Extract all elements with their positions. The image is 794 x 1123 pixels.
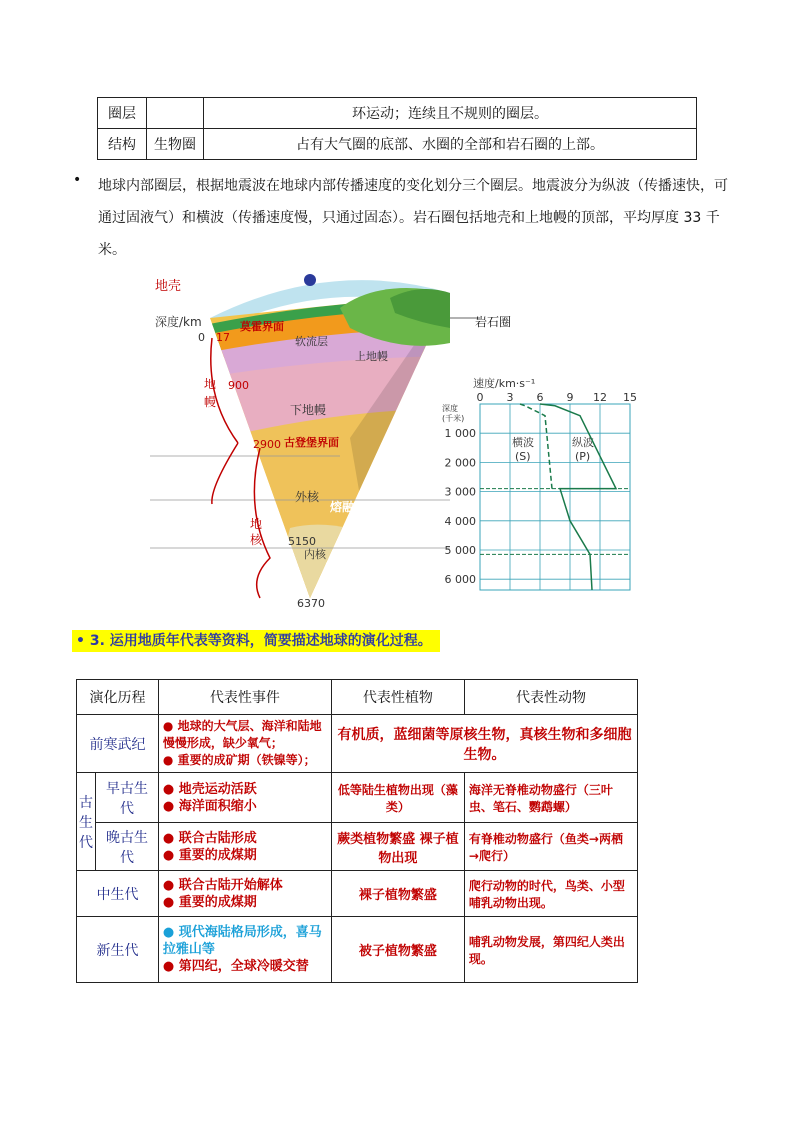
y-tick-label: 1 000 (444, 427, 476, 441)
column-header: 演化历程 (77, 680, 159, 715)
table-row (98, 129, 697, 160)
bullet: • (73, 172, 82, 188)
p-wave-line (540, 404, 616, 590)
y-tick-label: 2 000 (444, 456, 476, 470)
plants-cell: 低等陆生植物出现（藻类） (331, 773, 464, 823)
table-cell: 圈层 (98, 98, 147, 129)
table-row (98, 98, 697, 129)
table-row (77, 773, 638, 823)
table-cell (147, 98, 204, 129)
era-cell: 新生代 (77, 917, 159, 983)
x-tick-label: 0 (476, 391, 484, 404)
table-row (77, 871, 638, 917)
column-header: 代表性植物 (331, 680, 464, 715)
y-tick-label: 4 000 (444, 514, 476, 528)
table-cell: 占有大气圈的底部、水圈的全部和岩石圈的上部。 (204, 129, 697, 160)
upper-mantle-label: 上地幔 (355, 350, 388, 363)
table-cell: 环运动；连续且不规则的圈层。 (204, 98, 697, 129)
column-header: 代表性事件 (158, 680, 331, 715)
x-tick-label: 12 (593, 391, 607, 404)
events-cell: ● 地壳运动活跃 ● 海洋面积缩小 (158, 773, 331, 823)
era-cell: 早古生代 (96, 773, 159, 823)
table-header-row (77, 680, 638, 715)
events-cell: ● 联合古陆形成 ● 重要的成煤期 (158, 823, 331, 871)
sphere-structure-table (97, 97, 697, 160)
events-cell: ● 现代海陆格局形成，喜马拉雅山等 ● 第四纪，全球冷暖交替 (158, 917, 331, 983)
depth-label: 0 (198, 331, 205, 344)
table-row (77, 715, 638, 773)
mantle-label-2: 幔 (204, 395, 217, 409)
x-tick-label: 15 (623, 391, 637, 404)
y-tick-label: 3 000 (444, 485, 476, 499)
animals-cell: 爬行动物的时代，鸟类、小型哺乳动物出现。 (464, 871, 637, 917)
table-row (77, 917, 638, 983)
events-cell: ● 地球的大气层、海洋和陆地慢慢形成，缺少氧气； ● 重要的成矿期（铁镍等）； (158, 715, 331, 773)
depth-label: 900 (228, 379, 249, 392)
group-cell: 古 生 代 (77, 773, 96, 871)
core-label-1: 地 (250, 517, 263, 531)
chart-ylabel-2: (千米) (442, 414, 465, 423)
plants-cell: 裸子植物繁盛 (331, 871, 464, 917)
crust-label: 地壳 (155, 279, 182, 294)
outer-core-label: 外核 (295, 490, 320, 504)
lower-mantle-label: 下地幔 (290, 403, 327, 417)
inner-core-label: 内核 (304, 548, 326, 561)
s-wave-label: 横波 (512, 436, 534, 449)
era-cell: 前寒武纪 (77, 715, 159, 773)
plot-frame (480, 404, 630, 590)
s-wave-label-sub: (S) (515, 450, 531, 463)
depth-label: 6370 (297, 597, 325, 610)
depth-label: 17 (216, 331, 230, 344)
depth-axis-label: 深度/km (155, 315, 202, 329)
depth-label: 2900 (253, 438, 281, 451)
table-row (77, 823, 638, 871)
depth-label: 5150 (288, 535, 316, 548)
era-cell: 中生代 (77, 871, 159, 917)
animals-cell: 海洋无脊椎动物盛行（三叶虫、笔石、鹦鹉螺） (464, 773, 637, 823)
x-tick-label: 9 (566, 391, 574, 404)
plants-cell: 被子植物繁盛 (331, 917, 464, 983)
lithosphere-callout: 岩石圈 (475, 315, 512, 329)
animals-cell: 哺乳动物发展，第四纪人类出现。 (464, 917, 637, 983)
plants-cell: 蕨类植物繁盛 裸子植物出现 (331, 823, 464, 871)
solid-label: 固态 (325, 562, 350, 576)
era-cell: 晚古生代 (96, 823, 159, 871)
plants-cell: 有机质，蓝细菌等原核生物，真核生物和多细胞生物。 (331, 715, 637, 773)
x-tick-label: 3 (506, 391, 514, 404)
earth-structure-diagram (150, 268, 480, 613)
events-cell: ● 联合古陆开始解体 ● 重要的成煤期 (158, 871, 331, 917)
animals-cell: 有脊椎动物盛行（鱼类→两栖→爬行） (464, 823, 637, 871)
core-label-2: 核 (250, 533, 263, 547)
p-wave-label: 纵波 (572, 436, 594, 449)
section-heading: • 3. 运用地质年代表等资料，简要描述地球的演化过程。 (72, 630, 440, 652)
chart-ylabel-1: 深度 (442, 404, 458, 413)
interior-paragraph: 地球内部圈层，根据地震波在地球内部传播速度的变化划分三个圈层。地震波分为纵波（传播速快，可通过固液气）和横波（传播速度慢，只通过固态）。岩石圈包括地壳和上地幔的顶部，平均厚度 33 千米。 (98, 178, 728, 258)
chart-xlabel: 速度/km·s⁻¹ (473, 377, 536, 390)
evolution-table (76, 679, 638, 983)
asthenosphere-label: 软流层 (295, 335, 328, 348)
table-cell: 生物圈 (147, 129, 204, 160)
x-tick-label: 6 (536, 391, 544, 404)
y-tick-label: 6 000 (444, 573, 476, 587)
gutenberg-label: 古登堡界面 (284, 436, 339, 449)
molten-label: 熔融状态 (330, 500, 379, 514)
y-tick-label: 5 000 (444, 543, 476, 557)
seismic-wave-chart (440, 374, 640, 596)
column-header: 代表性动物 (464, 680, 637, 715)
mantle-label-1: 地 (204, 377, 217, 391)
p-wave-label-sub: (P) (575, 450, 591, 463)
moho-label: 莫霍界面 (240, 320, 284, 333)
table-cell: 结构 (98, 129, 147, 160)
